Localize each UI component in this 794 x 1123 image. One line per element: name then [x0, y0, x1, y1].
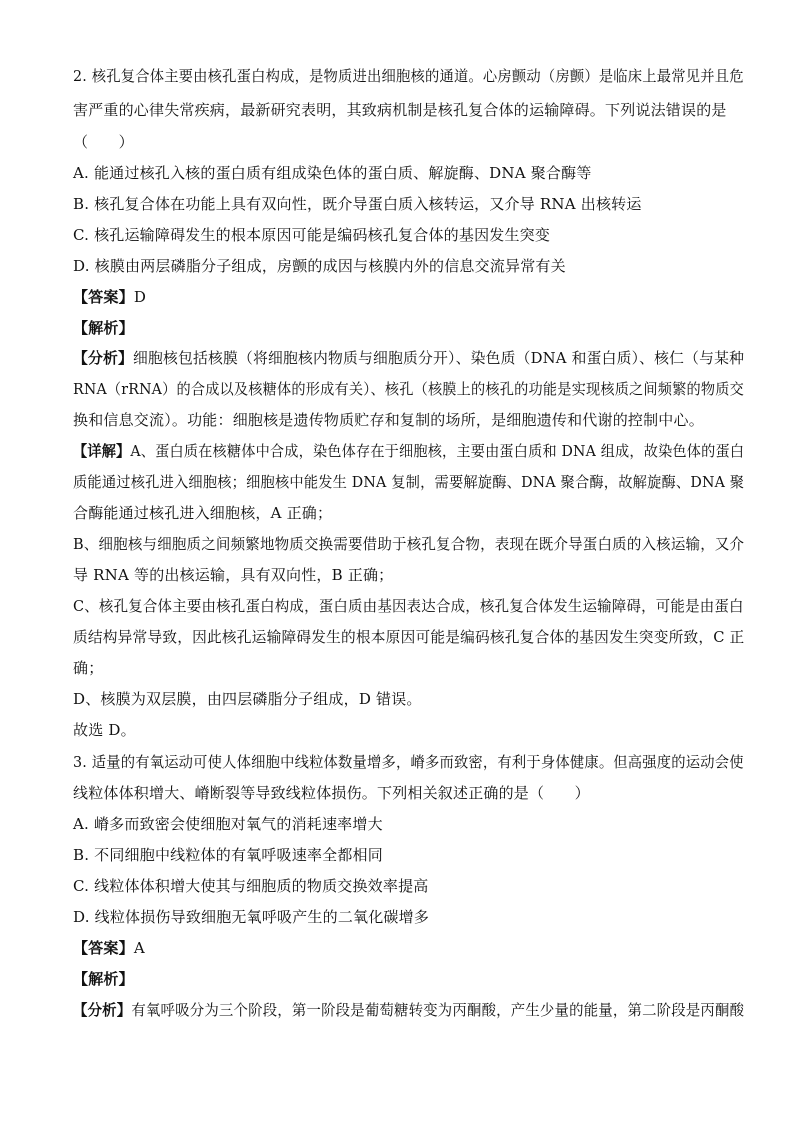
q3-option-c: C. 线粒体体积增大使其与细胞质的物质交换效率提高 — [73, 877, 429, 895]
q3-option-a: A. 嵴多而致密会使细胞对氧气的消耗速率增大 — [73, 815, 383, 833]
q2-xiangjie-line: B、细胞核与细胞质之间频繁地物质交换需要借助于核孔复合物，表现在既介导蛋白质的入核运输，又介 — [73, 535, 745, 553]
q2-xiangjie-line: C、核孔复合体主要由核孔蛋白构成，蛋白质由基因表达合成，核孔复合体发生运输障碍，可能是由蛋白 — [73, 597, 744, 615]
analysis-label: 【解析】 — [73, 319, 134, 337]
q3-stem-line: 线粒体体积增大、嵴断裂等导致线粒体损伤。下列相关叙述正确的是（ ） — [73, 784, 590, 802]
q2-analysis-label — [73, 318, 134, 338]
q2-xiangjie-line: 故选 D。 — [73, 721, 136, 739]
fenxi-text: 细胞核包括核膜（将细胞核内物质与细胞质分开）、染色质（DNA 和蛋白质）、核仁（与某种 — [133, 349, 745, 367]
q2-fenxi-line: 换和信息交流）。功能：细胞核是遗传物质贮存和复制的场所，是细胞遗传和代谢的控制中心。 — [73, 411, 704, 429]
q2-xiangjie-line: 质能通过核孔进入细胞核；细胞核中能发生 DNA 复制，需要解旋酶、DNA 聚合酶，故解旋酶、DNA 聚 — [73, 473, 745, 491]
q3-stem-line: 3. 适量的有氧运动可使人体细胞中线粒体数量增多，嵴多而致密，有利于身体健康。但高强度的运动会使 — [73, 753, 744, 771]
fenxi-label: 【分析】 — [73, 1001, 132, 1019]
q2-answer — [73, 287, 146, 307]
q2-fenxi-line: RNA（rRNA）的合成以及核糖体的形成有关）、核孔（核膜上的核孔的功能是实现核质之间频繁的物质交 — [73, 380, 744, 398]
q2-option-a: A. 能通过核孔入核的蛋白质有组成染色体的蛋白质、解旋酶、DNA 聚合酶等 — [73, 164, 592, 182]
q2-xiangjie-line: 合酶能通过核孔进入细胞核，A 正确； — [73, 504, 333, 522]
xiangjie-label: 【详解】 — [73, 442, 131, 460]
q2-xiangjie-line: 确； — [73, 659, 104, 677]
answer-value: D — [133, 288, 147, 306]
q3-fenxi-line — [73, 1000, 744, 1020]
q2-stem-line: （ ） — [73, 133, 134, 151]
answer-label: 【答案】 — [73, 939, 134, 957]
q3-option-b: B. 不同细胞中线粒体的有氧呼吸速率全都相同 — [73, 846, 383, 864]
q2-option-b: B. 核孔复合体在功能上具有双向性，既介导蛋白质入核转运，又介导 RNA 出核转运 — [73, 195, 642, 213]
q2-xiangjie-line: 导 RNA 等的出核运输，具有双向性，B 正确； — [73, 566, 394, 584]
q2-xiangjie-line: D、核膜为双层膜，由四层磷脂分子组成，D 错误。 — [73, 690, 422, 708]
q2-stem-line: 害严重的心律失常疾病，最新研究表明，其致病机制是核孔复合体的运输障碍。下列说法错误的是 — [73, 101, 727, 119]
q2-option-c: C. 核孔运输障碍发生的根本原因可能是编码核孔复合体的基因发生突变 — [73, 226, 551, 244]
q3-analysis-label — [73, 969, 134, 989]
q2-xiangjie-line: 质结构异常导致，因此核孔运输障碍发生的根本原因可能是编码核孔复合体的基因发生突变所致，C 正 — [73, 628, 745, 646]
fenxi-label: 【分析】 — [73, 349, 134, 367]
xiangjie-text: A、蛋白质在核糖体中合成，染色体存在于细胞核，主要由蛋白质和 DNA 组成，故染色体的蛋白 — [130, 442, 745, 460]
q2-stem-line: 2. 核孔复合体主要由核孔蛋白构成，是物质进出细胞核的通道。心房颤动（房颤）是临床上最常见并且危 — [73, 67, 744, 85]
q2-option-d: D. 核膜由两层磷脂分子组成，房颤的成因与核膜内外的信息交流异常有关 — [73, 257, 566, 275]
answer-label: 【答案】 — [73, 288, 134, 306]
q3-option-d: D. 线粒体损伤导致细胞无氧呼吸产生的二氧化碳增多 — [73, 908, 430, 926]
q2-fenxi-line — [73, 348, 744, 368]
analysis-label: 【解析】 — [73, 970, 134, 988]
answer-value: A — [133, 939, 145, 957]
q3-answer — [73, 938, 145, 958]
fenxi-text: 有氧呼吸分为三个阶段，第一阶段是葡萄糖转变为丙酮酸，产生少量的能量，第二阶段是丙酮酸 — [131, 1001, 745, 1019]
q2-xiangjie-line — [73, 441, 744, 461]
